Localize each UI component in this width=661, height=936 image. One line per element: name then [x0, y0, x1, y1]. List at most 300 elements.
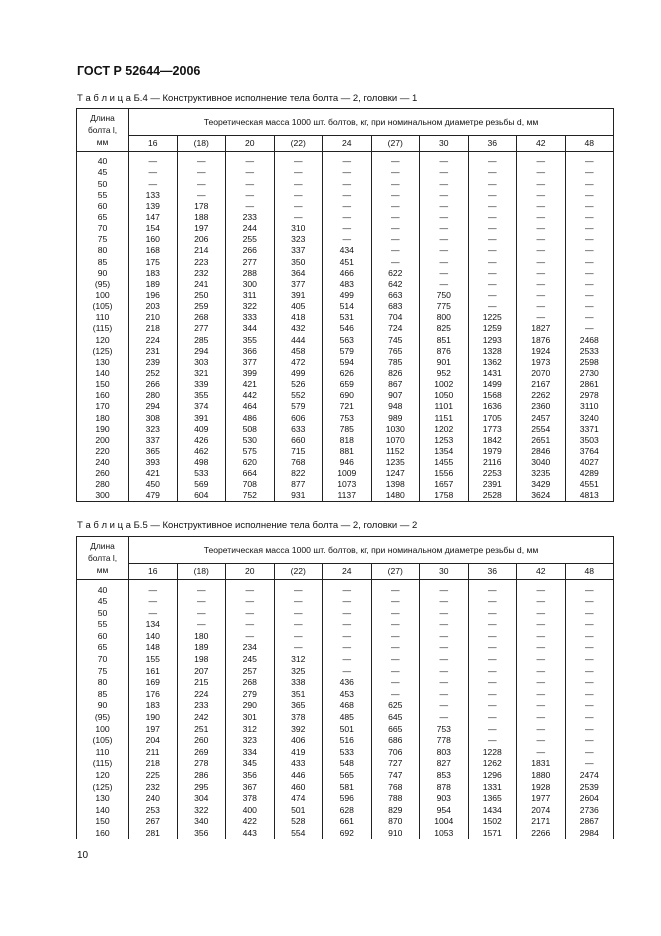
mass-cell: —	[565, 301, 614, 312]
mass-cell: 374	[177, 401, 226, 412]
mass-cell: 442	[226, 390, 275, 401]
mass-cell: 377	[226, 357, 275, 368]
mass-cell: 1973	[517, 357, 566, 368]
mass-cell: —	[565, 152, 614, 168]
mass-cell: 1030	[371, 423, 420, 434]
mass-cell: —	[323, 234, 372, 245]
mass-cell: 514	[323, 301, 372, 312]
mass-cell: —	[517, 735, 566, 747]
mass-cell: 1050	[420, 390, 469, 401]
mass-cell: 2846	[517, 446, 566, 457]
mass-cell: 234	[226, 642, 275, 654]
mass-cell: 161	[129, 665, 178, 677]
diameter-header: 36	[468, 564, 517, 580]
mass-cell: 2978	[565, 390, 614, 401]
diameter-header: 48	[565, 564, 614, 580]
mass-cell: —	[468, 290, 517, 301]
mass-cell: 2457	[517, 412, 566, 423]
table-b5-caption: Т а б л и ц а Б.5 — Конструктивное исполнение тела болта — 2, головки — 2	[77, 520, 418, 531]
mass-cell: 3429	[517, 479, 566, 490]
mass-cell: —	[420, 712, 469, 724]
mass-cell: 1009	[323, 468, 372, 479]
mass-cell: 775	[420, 301, 469, 312]
length-cell: 70	[77, 654, 129, 666]
mass-cell: —	[517, 630, 566, 642]
mass-cell: 421	[226, 379, 275, 390]
mass-cell: —	[274, 189, 323, 200]
length-column-header	[77, 537, 129, 580]
mass-cell: —	[226, 630, 275, 642]
mass-cell: 178	[177, 201, 226, 212]
mass-cell: 436	[323, 677, 372, 689]
mass-cell: —	[420, 580, 469, 596]
mass-cell: 210	[129, 312, 178, 323]
mass-cell: 281	[129, 827, 178, 839]
mass-super-header: Теоретическая масса 1000 шт. болтов, кг, при номинальном диаметре резьбы d, мм	[129, 537, 614, 564]
mass-cell: 365	[129, 446, 178, 457]
mass-cell: —	[420, 267, 469, 278]
table-row	[77, 446, 614, 457]
mass-cell: 266	[226, 245, 275, 256]
mass-cell: —	[274, 630, 323, 642]
mass-cell: 233	[226, 212, 275, 223]
mass-cell: 1977	[517, 793, 566, 805]
table-row	[77, 630, 614, 642]
mass-cell: 768	[274, 457, 323, 468]
length-cell: 140	[77, 368, 129, 379]
table-row	[77, 804, 614, 816]
mass-cell: 155	[129, 654, 178, 666]
mass-cell: —	[565, 596, 614, 608]
mass-cell: —	[371, 223, 420, 234]
mass-cell: 533	[323, 746, 372, 758]
mass-cell: 1202	[420, 423, 469, 434]
length-cell: 40	[77, 580, 129, 596]
mass-cell: 266	[129, 379, 178, 390]
mass-cell: —	[274, 642, 323, 654]
length-cell: 170	[77, 401, 129, 412]
mass-cell: 468	[323, 700, 372, 712]
table-row	[77, 189, 614, 200]
mass-cell: —	[468, 642, 517, 654]
mass-cell: 310	[274, 223, 323, 234]
mass-cell: 405	[274, 301, 323, 312]
mass-cell: 606	[274, 412, 323, 423]
table-row	[77, 770, 614, 782]
mass-cell: 323	[226, 735, 275, 747]
mass-cell: 2167	[517, 379, 566, 390]
mass-cell: 1328	[468, 345, 517, 356]
mass-cell: 827	[420, 758, 469, 770]
mass-cell: 825	[420, 323, 469, 334]
mass-cell: —	[323, 665, 372, 677]
mass-cell: —	[420, 607, 469, 619]
mass-cell: 826	[371, 368, 420, 379]
mass-cell: 659	[323, 379, 372, 390]
length-cell: 260	[77, 468, 129, 479]
length-header-line: Длина	[90, 541, 115, 551]
diameter-header: 30	[420, 564, 469, 580]
mass-cell: —	[274, 178, 323, 189]
mass-cell: —	[226, 189, 275, 200]
table-row	[77, 580, 614, 596]
table-row	[77, 256, 614, 267]
mass-cell: 422	[226, 816, 275, 828]
mass-cell: 189	[177, 642, 226, 654]
mass-cell: 485	[323, 712, 372, 724]
mass-cell: 285	[177, 334, 226, 345]
mass-cell: —	[420, 619, 469, 631]
mass-cell: 345	[226, 758, 275, 770]
mass-cell: —	[274, 212, 323, 223]
length-header-line: болта l,	[87, 553, 118, 563]
mass-cell: 765	[371, 345, 420, 356]
mass-cell: 233	[177, 700, 226, 712]
mass-cell: —	[371, 654, 420, 666]
mass-cell: —	[274, 167, 323, 178]
mass-cell: —	[565, 245, 614, 256]
mass-cell: 311	[226, 290, 275, 301]
mass-cell: —	[420, 677, 469, 689]
length-cell: 240	[77, 457, 129, 468]
table-row	[77, 301, 614, 312]
table-row	[77, 688, 614, 700]
mass-cell: 692	[323, 827, 372, 839]
mass-cell: 215	[177, 677, 226, 689]
length-cell: 120	[77, 334, 129, 345]
mass-cell: 323	[274, 234, 323, 245]
length-header-line: Длина	[90, 113, 115, 123]
mass-cell: —	[468, 201, 517, 212]
mass-cell: 1827	[517, 323, 566, 334]
mass-cell: 334	[226, 746, 275, 758]
mass-cell: 391	[274, 290, 323, 301]
mass-cell: 196	[129, 290, 178, 301]
mass-cell: 620	[226, 457, 275, 468]
mass-cell: —	[226, 152, 275, 168]
mass-cell: 803	[420, 746, 469, 758]
mass-cell: 877	[274, 479, 323, 490]
mass-cell: 4551	[565, 479, 614, 490]
mass-cell: —	[323, 167, 372, 178]
mass-cell: 661	[323, 816, 372, 828]
mass-cell: 1073	[323, 479, 372, 490]
mass-cell: 260	[177, 735, 226, 747]
mass-cell: 433	[274, 758, 323, 770]
length-cell: 75	[77, 665, 129, 677]
table-row	[77, 279, 614, 290]
mass-cell: 206	[177, 234, 226, 245]
mass-cell: —	[177, 596, 226, 608]
mass-cell: 3764	[565, 446, 614, 457]
diameter-header: 30	[420, 136, 469, 152]
mass-cell: 377	[274, 279, 323, 290]
mass-cell: 197	[177, 223, 226, 234]
mass-cell: 2533	[565, 345, 614, 356]
length-cell: (95)	[77, 712, 129, 724]
mass-cell: 715	[274, 446, 323, 457]
mass-cell: —	[468, 735, 517, 747]
mass-cell: 498	[177, 457, 226, 468]
mass-cell: 355	[177, 390, 226, 401]
mass-cell: —	[371, 619, 420, 631]
mass-cell: —	[177, 152, 226, 168]
mass-cell: 466	[323, 267, 372, 278]
length-header-line: мм	[96, 565, 109, 575]
mass-cell: —	[468, 688, 517, 700]
mass-cell: 333	[226, 312, 275, 323]
mass-cell: 168	[129, 245, 178, 256]
mass-cell: 948	[371, 401, 420, 412]
mass-cell: 255	[226, 234, 275, 245]
mass-cell: 554	[274, 827, 323, 839]
mass-cell: 1362	[468, 357, 517, 368]
diameter-header: 20	[226, 564, 275, 580]
mass-cell: —	[517, 700, 566, 712]
length-cell: 130	[77, 793, 129, 805]
mass-cell: 303	[177, 357, 226, 368]
mass-cell: 596	[323, 793, 372, 805]
mass-cell: —	[177, 607, 226, 619]
mass-cell: —	[371, 580, 420, 596]
mass-cell: 300	[226, 279, 275, 290]
mass-cell: —	[468, 279, 517, 290]
mass-cell: —	[226, 619, 275, 631]
mass-cell: 516	[323, 735, 372, 747]
mass-cell: —	[226, 167, 275, 178]
length-cell: (115)	[77, 758, 129, 770]
mass-cell: 154	[129, 223, 178, 234]
mass-cell: —	[420, 596, 469, 608]
mass-cell: 952	[420, 368, 469, 379]
mass-cell: —	[226, 201, 275, 212]
mass-cell: 931	[274, 490, 323, 502]
table-row	[77, 700, 614, 712]
mass-cell: 175	[129, 256, 178, 267]
mass-cell: —	[468, 654, 517, 666]
mass-cell: 251	[177, 723, 226, 735]
length-cell: 200	[77, 435, 129, 446]
table-row	[77, 152, 614, 168]
mass-cell: 140	[129, 630, 178, 642]
length-cell: 140	[77, 804, 129, 816]
length-cell: 150	[77, 379, 129, 390]
mass-cell: —	[274, 152, 323, 168]
length-header-line: мм	[96, 137, 109, 147]
mass-cell: 4813	[565, 490, 614, 502]
length-cell: 160	[77, 390, 129, 401]
table-row	[77, 401, 614, 412]
table-row	[77, 758, 614, 770]
mass-cell: 180	[177, 630, 226, 642]
mass-cell: —	[565, 607, 614, 619]
mass-cell: —	[565, 580, 614, 596]
length-cell: 130	[77, 357, 129, 368]
mass-cell: —	[565, 256, 614, 267]
mass-cell: —	[565, 323, 614, 334]
mass-cell: —	[517, 301, 566, 312]
table-row	[77, 781, 614, 793]
mass-cell: 788	[371, 793, 420, 805]
mass-cell: —	[468, 245, 517, 256]
mass-cell: 344	[226, 323, 275, 334]
mass-cell: 1773	[468, 423, 517, 434]
mass-cell: 533	[177, 468, 226, 479]
mass-cell: 1568	[468, 390, 517, 401]
mass-cell: 903	[420, 793, 469, 805]
mass-cell: —	[517, 712, 566, 724]
mass-cell: —	[468, 723, 517, 735]
mass-cell: 245	[226, 654, 275, 666]
length-cell: 50	[77, 607, 129, 619]
length-cell: 45	[77, 167, 129, 178]
mass-cell: —	[226, 596, 275, 608]
length-cell: 85	[77, 256, 129, 267]
mass-cell: —	[517, 201, 566, 212]
diameter-header: 24	[323, 136, 372, 152]
mass-cell: 1053	[420, 827, 469, 839]
mass-cell: —	[517, 607, 566, 619]
length-cell: 80	[77, 677, 129, 689]
table-row	[77, 677, 614, 689]
mass-cell: 278	[177, 758, 226, 770]
mass-cell: —	[129, 607, 178, 619]
mass-cell: 2554	[517, 423, 566, 434]
mass-cell: 2074	[517, 804, 566, 816]
mass-cell: —	[274, 201, 323, 212]
table-row	[77, 793, 614, 805]
mass-cell: 2730	[565, 368, 614, 379]
mass-cell: 400	[226, 804, 275, 816]
mass-cell: —	[565, 630, 614, 642]
mass-cell: —	[420, 654, 469, 666]
mass-cell: 876	[420, 345, 469, 356]
mass-cell: 625	[371, 700, 420, 712]
mass-cell: 418	[274, 312, 323, 323]
mass-super-header: Теоретическая масса 1000 шт. болтов, кг, при номинальном диаметре резьбы d, мм	[129, 109, 614, 136]
mass-cell: 280	[129, 390, 178, 401]
mass-cell: —	[468, 234, 517, 245]
mass-cell: —	[565, 735, 614, 747]
mass-cell: —	[420, 245, 469, 256]
mass-cell: 665	[371, 723, 420, 735]
mass-cell: 531	[323, 312, 372, 323]
mass-cell: 458	[274, 345, 323, 356]
mass-cell: —	[274, 619, 323, 631]
mass-cell: 321	[177, 368, 226, 379]
mass-cell: 434	[323, 245, 372, 256]
mass-cell: 1928	[517, 781, 566, 793]
mass-cell: 2861	[565, 379, 614, 390]
mass-cell: 829	[371, 804, 420, 816]
mass-cell: 364	[274, 267, 323, 278]
mass-cell: 910	[371, 827, 420, 839]
length-cell: (125)	[77, 345, 129, 356]
mass-cell: 295	[177, 781, 226, 793]
mass-cell: 565	[323, 770, 372, 782]
mass-cell: —	[565, 201, 614, 212]
length-cell: (105)	[77, 301, 129, 312]
mass-cell: —	[565, 234, 614, 245]
mass-cell: —	[371, 201, 420, 212]
mass-cell: —	[565, 267, 614, 278]
mass-cell: 340	[177, 816, 226, 828]
mass-cell: 2391	[468, 479, 517, 490]
mass-cell: 464	[226, 401, 275, 412]
mass-cell: —	[468, 189, 517, 200]
mass-cell: 1556	[420, 468, 469, 479]
mass-cell: 312	[226, 723, 275, 735]
mass-cell: 450	[129, 479, 178, 490]
mass-cell: 575	[226, 446, 275, 457]
mass-cell: 325	[274, 665, 323, 677]
mass-cell: 2474	[565, 770, 614, 782]
mass-cell: 2867	[565, 816, 614, 828]
table-row	[77, 423, 614, 434]
mass-cell: —	[517, 189, 566, 200]
mass-cell: 218	[129, 758, 178, 770]
mass-cell: —	[517, 212, 566, 223]
mass-cell: 232	[129, 781, 178, 793]
mass-cell: —	[468, 267, 517, 278]
mass-cell: —	[323, 619, 372, 631]
mass-cell: 2360	[517, 401, 566, 412]
table-row	[77, 312, 614, 323]
mass-cell: —	[323, 212, 372, 223]
mass-cell: —	[129, 178, 178, 189]
mass-cell: 462	[177, 446, 226, 457]
mass-cell: 1296	[468, 770, 517, 782]
mass-cell: 304	[177, 793, 226, 805]
mass-cell: 203	[129, 301, 178, 312]
mass-cell: 604	[177, 490, 226, 502]
mass-cell: 1502	[468, 816, 517, 828]
mass-cell: 1253	[420, 435, 469, 446]
mass-cell: 1259	[468, 323, 517, 334]
mass-cell: 642	[371, 279, 420, 290]
mass-cell: —	[323, 607, 372, 619]
mass-cell: 479	[129, 490, 178, 502]
mass-cell: 563	[323, 334, 372, 345]
mass-cell: 664	[226, 468, 275, 479]
mass-cell: 2528	[468, 490, 517, 502]
mass-cell: 3371	[565, 423, 614, 434]
mass-cell: —	[468, 630, 517, 642]
length-cell: 90	[77, 700, 129, 712]
mass-cell: 268	[226, 677, 275, 689]
mass-cell: 257	[226, 665, 275, 677]
mass-cell: 242	[177, 712, 226, 724]
length-cell: 160	[77, 827, 129, 839]
mass-cell: 1842	[468, 435, 517, 446]
mass-cell: —	[517, 290, 566, 301]
mass-cell: 419	[274, 746, 323, 758]
mass-cell: 393	[129, 457, 178, 468]
mass-cell: 188	[177, 212, 226, 223]
diameter-header: (22)	[274, 564, 323, 580]
table-row	[77, 746, 614, 758]
mass-cell: —	[565, 167, 614, 178]
mass-cell: —	[565, 279, 614, 290]
mass-cell: 552	[274, 390, 323, 401]
mass-cell: 183	[129, 700, 178, 712]
mass-cell: 446	[274, 770, 323, 782]
mass-cell: 355	[226, 334, 275, 345]
mass-cell: 750	[420, 290, 469, 301]
mass-cell: 1657	[420, 479, 469, 490]
mass-cell: —	[420, 223, 469, 234]
mass-cell: 444	[274, 334, 323, 345]
